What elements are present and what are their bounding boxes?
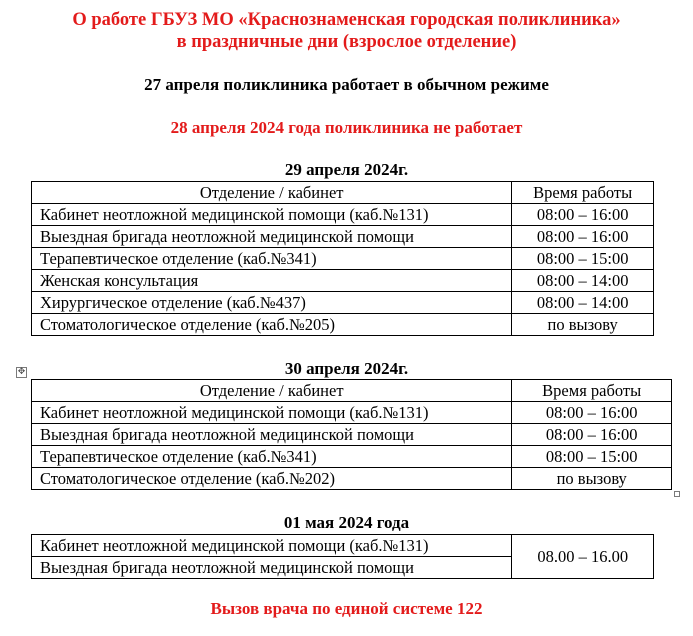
day1-heading: 29 апреля 2024г. bbox=[284, 160, 409, 179]
hours-cell: 08:00 – 16:00 bbox=[512, 226, 654, 248]
day2-heading: 30 апреля 2024г. bbox=[284, 359, 409, 378]
hours-cell: по вызову bbox=[512, 468, 672, 490]
hours-cell: 08:00 – 16:00 bbox=[512, 402, 672, 424]
dept-cell: Женская консультация bbox=[32, 270, 512, 292]
table-row bbox=[32, 468, 672, 490]
table-row bbox=[32, 446, 672, 468]
notice-apr27: 27 апреля поликлиника работает в обычном режиме bbox=[144, 75, 549, 94]
day3-heading: 01 мая 2024 года bbox=[283, 513, 410, 532]
hours-cell: 08:00 – 15:00 bbox=[512, 248, 654, 270]
dept-cell: Терапевтическое отделение (каб.№341) bbox=[32, 248, 512, 270]
column-header-hours: Время работы bbox=[512, 380, 672, 402]
dept-cell: Выездная бригада неотложной медицинской помощи bbox=[32, 226, 512, 248]
hours-cell: 08:00 – 15:00 bbox=[512, 446, 672, 468]
resize-square-icon[interactable] bbox=[674, 491, 680, 497]
title-line-2: в праздничные дни (взрослое отделение) bbox=[176, 32, 517, 52]
dept-cell: Кабинет неотложной медицинской помощи (каб.№131) bbox=[32, 204, 512, 226]
hours-cell: 08.00 – 16.00 bbox=[512, 535, 654, 579]
dept-cell: Кабинет неотложной медицинской помощи (каб.№131) bbox=[32, 402, 512, 424]
hours-cell: по вызову bbox=[512, 314, 654, 336]
column-header-department: Отделение / кабинет bbox=[32, 182, 512, 204]
dept-cell: Выездная бригада неотложной медицинской помощи bbox=[32, 424, 512, 446]
dept-cell: Выездная бригада неотложной медицинской помощи bbox=[32, 557, 512, 579]
hours-cell: 08:00 – 16:00 bbox=[512, 424, 672, 446]
title-line-1: О работе ГБУЗ МО «Краснознаменская городская поликлиника» bbox=[72, 10, 621, 30]
table-row bbox=[32, 535, 654, 557]
table-row bbox=[32, 270, 654, 292]
notice-apr28: 28 апреля 2024 года поликлиника не работает bbox=[170, 118, 523, 137]
schedule-table-apr29 bbox=[31, 181, 654, 336]
table-row bbox=[32, 248, 654, 270]
table-header-row bbox=[32, 380, 672, 402]
hours-cell: 08:00 – 14:00 bbox=[512, 270, 654, 292]
table-row bbox=[32, 424, 672, 446]
dept-cell: Хирургическое отделение (каб.№437) bbox=[32, 292, 512, 314]
call-doctor-note: Вызов врача по единой системе 122 bbox=[210, 599, 483, 618]
hours-cell: 08:00 – 14:00 bbox=[512, 292, 654, 314]
table-header-row bbox=[32, 182, 654, 204]
schedule-table-apr30 bbox=[31, 379, 672, 490]
move-cross-icon[interactable]: ✥ bbox=[17, 367, 26, 377]
table-row bbox=[32, 204, 654, 226]
dept-cell: Стоматологическое отделение (каб.№205) bbox=[32, 314, 512, 336]
dept-cell: Терапевтическое отделение (каб.№341) bbox=[32, 446, 512, 468]
table-row bbox=[32, 314, 654, 336]
table-row bbox=[32, 402, 672, 424]
hours-cell: 08:00 – 16:00 bbox=[512, 204, 654, 226]
column-header-department: Отделение / кабинет bbox=[32, 380, 512, 402]
table-row bbox=[32, 292, 654, 314]
dept-cell: Кабинет неотложной медицинской помощи (каб.№131) bbox=[32, 535, 512, 557]
dept-cell: Стоматологическое отделение (каб.№202) bbox=[32, 468, 512, 490]
schedule-table-may01 bbox=[31, 534, 654, 579]
table-row bbox=[32, 226, 654, 248]
column-header-hours: Время работы bbox=[512, 182, 654, 204]
